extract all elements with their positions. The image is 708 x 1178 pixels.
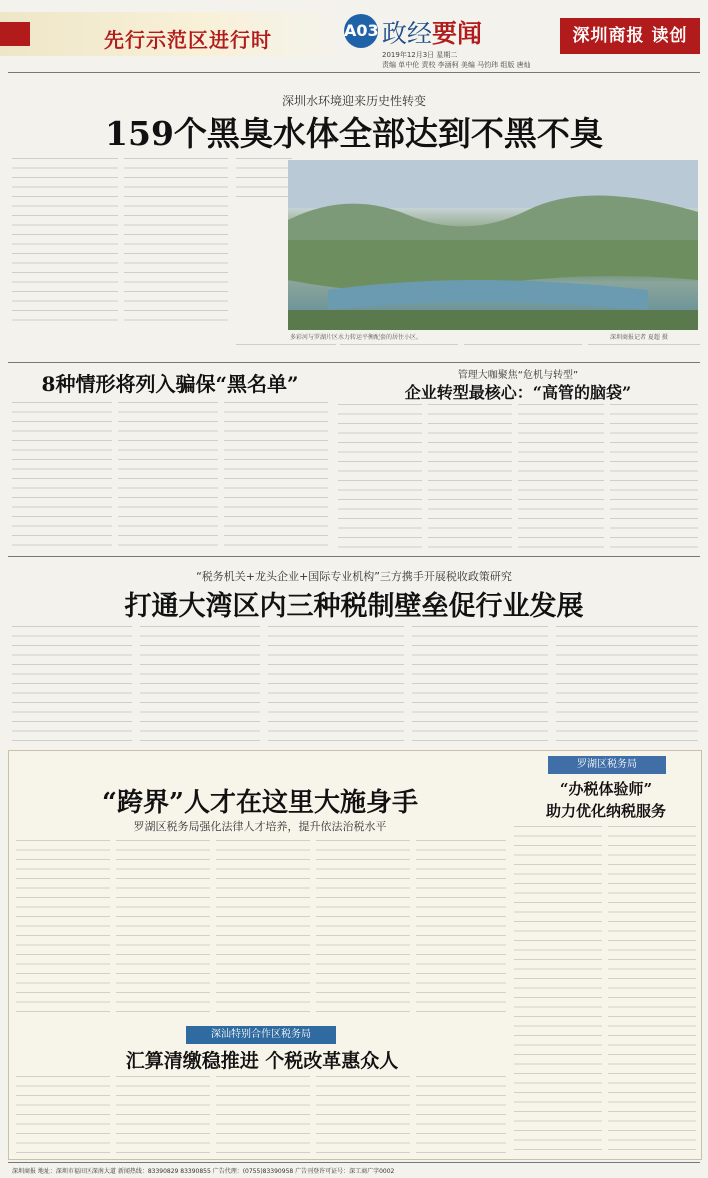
story3-col1 bbox=[338, 404, 422, 550]
story4-col3 bbox=[268, 626, 404, 742]
story3-col4 bbox=[610, 404, 698, 550]
brand-logo: 深圳商报 读创 bbox=[560, 18, 700, 54]
story5-col5 bbox=[416, 840, 506, 1018]
page-name bbox=[382, 14, 482, 50]
section-title: 先行示范区进行时 bbox=[104, 28, 272, 52]
story1-col1 bbox=[12, 158, 118, 328]
story7-tag: 深汕特别合作区税务局 bbox=[186, 1026, 336, 1044]
story7-headline: 汇算清缴稳推进 个税改革惠众人 bbox=[125, 1050, 399, 1072]
story2-headline: 8种情形将列入骗保“黑名单” bbox=[41, 372, 299, 396]
story5-col3 bbox=[216, 840, 310, 1018]
story5-col4 bbox=[316, 840, 410, 1018]
story2-col1 bbox=[12, 402, 112, 550]
story4-headline: 打通大湾区内三种税制壁垒促行业发展 bbox=[124, 591, 584, 622]
page-number-badge: A03 bbox=[344, 14, 378, 48]
story1-col3-bottom bbox=[236, 344, 336, 352]
story4-col5 bbox=[556, 626, 698, 742]
story1-photo-credit: 深圳商报记者 夏超 摄 bbox=[610, 334, 668, 341]
story2-col2 bbox=[118, 402, 218, 550]
section-ribbon-bar bbox=[0, 22, 30, 46]
story7-col1 bbox=[16, 1076, 110, 1154]
story1-headline: 159个黑臭水体全部达到不黑不臭 bbox=[105, 114, 603, 153]
story5-col2 bbox=[116, 840, 210, 1018]
page-name-a: 政经 bbox=[382, 19, 433, 48]
rule-1 bbox=[8, 362, 700, 363]
story3-kicker: 管理大咖聚焦“危机与转型” bbox=[457, 370, 579, 381]
editor-credits: 责编 单中伦 责校 李涵柯 美编 马钧玮 组版 唐灿 bbox=[382, 61, 531, 69]
footer-info: 深圳商报 地址：深圳市福田区深南大道 新闻热线：83390829 83390855 广告代理：(0755)83390958 广告刊登许可证号：深工商广字0002 bbox=[12, 1168, 395, 1175]
story1-col6 bbox=[588, 344, 700, 352]
story6-col2 bbox=[608, 826, 696, 1150]
header-rule bbox=[8, 72, 700, 73]
story5-subhead: 罗湖区税务局强化法律人才培养，提升依法治税水平 bbox=[133, 820, 387, 833]
story1-col5 bbox=[464, 344, 582, 352]
story7-col5 bbox=[416, 1076, 506, 1154]
story1-col4 bbox=[340, 344, 458, 352]
story5-headline: “跨界”人才在这里大施身手 bbox=[102, 788, 418, 818]
footer-rule bbox=[8, 1162, 700, 1163]
story2-col3 bbox=[224, 402, 328, 550]
story1-col2 bbox=[124, 158, 228, 328]
page-name-b: 要闻 bbox=[432, 19, 483, 48]
story6-col1 bbox=[514, 826, 602, 1150]
story7-col4 bbox=[316, 1076, 410, 1154]
story4-col4 bbox=[412, 626, 548, 742]
story1-caption: 多彩河与罗湖片区水力转运平衡配套的居住小区。 bbox=[290, 334, 423, 341]
story3-col3 bbox=[518, 404, 604, 550]
rule-2 bbox=[8, 556, 700, 557]
story4-col1 bbox=[12, 626, 132, 742]
story7-col2 bbox=[116, 1076, 210, 1154]
story1-col3-top bbox=[236, 158, 292, 198]
story4-col2 bbox=[140, 626, 260, 742]
story1-photo bbox=[288, 160, 698, 330]
story3-col2 bbox=[428, 404, 512, 550]
story3-headline: 企业转型最核心：“高管的脑袋” bbox=[404, 383, 632, 402]
story4-kicker: “税务机关+龙头企业+国际专业机构”三方携手开展税收政策研究 bbox=[196, 570, 512, 583]
issue-date: 2019年12月3日 星期二 bbox=[382, 51, 458, 59]
page-header bbox=[0, 0, 708, 70]
photo-scene bbox=[288, 160, 698, 330]
story5-col1 bbox=[16, 840, 110, 1018]
story6-tag: 罗湖区税务局 bbox=[548, 756, 666, 774]
story6-headline-2: 助力优化纳税服务 bbox=[545, 802, 666, 820]
story6-headline-1: “办税体验师” bbox=[559, 780, 653, 798]
story7-col3 bbox=[216, 1076, 310, 1154]
story1-kicker: 深圳水环境迎来历史性转变 bbox=[281, 94, 426, 108]
